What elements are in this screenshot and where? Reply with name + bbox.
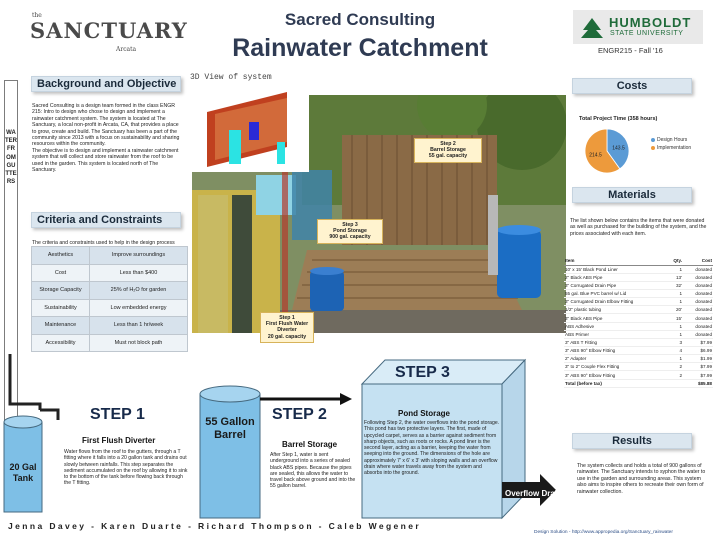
item-cell: 10' x 15' Black Pond Liner: [564, 265, 665, 273]
item-cell: 3" Black ABS Pipe: [564, 314, 665, 322]
cost-cell: $6.99: [683, 347, 713, 355]
overflow-drain-label: Overflow Drain: [505, 489, 562, 498]
qty-cell: 15': [665, 314, 683, 322]
criteria-heading: Criteria and Constraints: [31, 212, 181, 228]
total-qty: [665, 379, 683, 387]
criteria-value: Must not block path: [90, 334, 188, 352]
results-heading: Results: [572, 433, 692, 449]
item-cell: 2" Black ABS Pipe: [564, 273, 665, 281]
table-row: [32, 282, 188, 300]
step1-text: Water flows from the roof to the gutters, through a T fitting where it falls into a 20 gallon tank and drains out slowly between rainfalls. This step separates the sediment accumulated on the roof by allowing it to sink to the bottom of the tank before flowing back through the T fitting.: [64, 449, 188, 487]
humboldt-logo: [573, 10, 703, 44]
logo-main-text: SANCTUARY: [30, 18, 188, 43]
item-cell: 3" ABS 90° Elbow Fitting: [564, 347, 665, 355]
criteria-value: Less than 1 hr/week: [90, 317, 188, 335]
item-cell: 3" Corrugated Drain Pipe: [564, 281, 665, 289]
item-cell: 55 gal. Blue PVC barrel w/ Lid: [564, 290, 665, 298]
render-3d-art: [189, 72, 309, 172]
logo-sub-text: Arcata: [116, 46, 137, 53]
qty-cell: 1: [665, 290, 683, 298]
cost-cell: donated: [683, 330, 713, 338]
results-text: The system collects and holds a total of 900 gallons of rainwater. The Sanctuary intends to syphon the water to use in the garden and surrounding areas. This system also aims to inspire others to recreate their own form of rainwater collection.: [577, 463, 706, 495]
col-item-header: Item: [564, 257, 665, 265]
costs-heading: Costs: [572, 78, 692, 94]
arrow-step2-head: [340, 393, 352, 405]
legend-dot-implementation: [651, 146, 655, 150]
step1-title: STEP 1: [90, 406, 145, 423]
tree-icon: [579, 18, 605, 38]
criteria-name: Accessibility: [32, 334, 90, 352]
materials-table: [564, 257, 713, 388]
legend-label-implementation: Implementation: [657, 145, 692, 151]
tank-20-top: [4, 416, 42, 428]
costs-pie-chart: [582, 126, 632, 176]
legend-item-implementation: [651, 145, 691, 151]
item-cell: 3" ABS 90° Elbow Fitting: [564, 371, 665, 379]
university-name: HUMBOLDT: [609, 15, 692, 30]
materials-heading: Materials: [572, 187, 692, 203]
cost-cell: $7.99: [683, 363, 713, 371]
step1-subtitle: First Flush Diverter: [82, 436, 156, 445]
pie-label-1: 214.5: [589, 152, 602, 159]
table-row: [564, 314, 713, 322]
authors-line: Jenna Davey - Karen Duarte - Richard Thompson - Caleb Wegener: [8, 521, 422, 531]
criteria-name: Storage Capacity: [32, 282, 90, 300]
table-row: [564, 306, 713, 314]
table-row: [564, 347, 713, 355]
table-row: [564, 290, 713, 298]
criteria-name: Sustainability: [32, 299, 90, 317]
poster-subtitle: Sacred Consulting: [284, 10, 436, 29]
background-text: Sacred Consulting is a design team formed in the class ENGR 215: Intro to design who chose to design and implement a rainwater catchment system. The system is located at The Sanctuary, a local non-profit in Arcata, CA, that provides a place to grow, create and build. The Sanctuary has been a part of the community since 2013 with a focus on sustainability and sharing resources within the community. The objective is to design and implement a rainwater catchment system that will collect and store rainwater from the roof to be used in the garden. This system is located north of The Sanctuary.: [32, 103, 180, 174]
pie-label-0: 143.5: [612, 145, 625, 152]
item-cell: 3" to 2" Couple Flex Fitting: [564, 363, 665, 371]
legend-dot-design: [651, 138, 655, 142]
item-cell: 3" Corrugated Drain Elbow Fitting: [564, 298, 665, 306]
criteria-table: [31, 246, 188, 352]
table-row: [32, 247, 188, 265]
university-subname: STATE UNIVERSITY: [610, 30, 684, 37]
qty-cell: 1: [665, 298, 683, 306]
barrel-55-top: [200, 386, 260, 402]
poster-title: Rainwater Catchment: [232, 34, 488, 62]
cost-cell: $7.99: [683, 371, 713, 379]
table-row: [32, 264, 188, 282]
legend-label-design: Design Hours: [657, 137, 688, 143]
table-row: [564, 298, 713, 306]
costs-chart-title: Total Project Time (358 hours): [579, 116, 658, 122]
table-row: [564, 355, 713, 363]
design-solution-link[interactable]: Design Solution - http://www.appropedia.org/Sanctuary_rainwater: [534, 530, 673, 535]
legend-item-design: [651, 137, 687, 143]
cost-cell: donated: [683, 273, 713, 281]
qty-cell: 20': [665, 306, 683, 314]
cost-cell: donated: [683, 290, 713, 298]
table-row: [564, 371, 713, 379]
sidebar-label: WATER FROM GUTTERS: [5, 130, 17, 186]
col-qty-header: Qty.: [665, 257, 683, 265]
item-cell: ABS Adhesive: [564, 322, 665, 330]
gutter-pipe: [10, 354, 40, 410]
render-3d-label: 3D View of system: [190, 73, 272, 82]
qty-cell: 1: [665, 330, 683, 338]
cost-cell: $7.99: [683, 338, 713, 346]
step3-title: STEP 3: [395, 364, 450, 381]
qty-cell: 4: [665, 347, 683, 355]
qty-cell: 13': [665, 273, 683, 281]
total-label: Total (before tax): [564, 379, 665, 387]
cost-cell: donated: [683, 306, 713, 314]
callout-step3: Step 3 Pond Storage 900 gal. capacity: [317, 219, 383, 244]
course-label: ENGR215 - Fall '16: [598, 46, 663, 55]
table-row: [564, 281, 713, 289]
cost-cell: donated: [683, 314, 713, 322]
item-cell: ABS Primer: [564, 330, 665, 338]
step2-subtitle: Barrel Storage: [282, 440, 338, 449]
qty-cell: 2: [665, 371, 683, 379]
barrel-55-label: 55 Gallon Barrel: [205, 416, 255, 441]
qty-cell: 1: [665, 322, 683, 330]
tank-20-label: 20 Gal Tank: [9, 462, 37, 483]
step2-title: STEP 2: [272, 406, 327, 423]
qty-cell: 1: [665, 355, 683, 363]
item-cell: 2" Adapter: [564, 355, 665, 363]
table-row: [564, 322, 713, 330]
item-cell: 3" ABS T Fitting: [564, 338, 665, 346]
table-row: [32, 334, 188, 352]
table-row: [564, 265, 713, 273]
criteria-text: The criteria and constraints used to help in the design process: [32, 240, 175, 246]
qty-cell: 1: [665, 265, 683, 273]
sanctuary-logo: [30, 12, 188, 53]
total-cost: $85.88: [683, 379, 713, 387]
criteria-value: Low embedded energy: [90, 299, 188, 317]
cost-cell: donated: [683, 281, 713, 289]
step2-text: After Step 1, water is sent underground into a series of sealed black ABS pipes. Because the pipes are sealed, this allows the water to travel back above ground and into the 55 gallon barrel.: [270, 452, 356, 490]
criteria-value: Less than $400: [90, 264, 188, 282]
criteria-name: Cost: [32, 264, 90, 282]
barrel-55-shape: [200, 394, 260, 518]
qty-cell: 3: [665, 338, 683, 346]
qty-cell: 32': [665, 281, 683, 289]
tank-pipe: [40, 410, 58, 420]
criteria-name: Maintenance: [32, 317, 90, 335]
callout-step1: Step 1 First Flush Water Diverter 20 gal. capacity: [260, 312, 314, 343]
item-cell: 1/2" plastic tubing: [564, 306, 665, 314]
logo-small-text: the: [32, 12, 42, 19]
table-header-row: [564, 257, 713, 265]
cost-cell: $1.99: [683, 355, 713, 363]
cost-cell: donated: [683, 298, 713, 306]
criteria-name: Aesthetics: [32, 247, 90, 265]
step3-text: Following Step 2, the water overflows into the pond storage. This pond has two protective layers. The first, made of upcycled carpet, serves as a barrier against sediment from sharp objects, such as roots or rocks. A pond liner is the second layer, acting as a barrier, keeping the water from seeping into the ground. The dimensions of the hole are approximately 7' x 6' x 3' with sloping walls and an overflow drain where water travels away from the system and absorbs into the ground.: [364, 420, 500, 477]
table-row: [564, 338, 713, 346]
table-row: [564, 273, 713, 281]
table-row: [564, 330, 713, 338]
cost-cell: donated: [683, 322, 713, 330]
table-row: [32, 299, 188, 317]
table-total-row: [564, 379, 713, 387]
step3-subtitle: Pond Storage: [398, 409, 451, 418]
callout-step2: Step 2 Barrel Storage 55 gal. capacity: [414, 138, 482, 163]
cost-cell: donated: [683, 265, 713, 273]
materials-text: The list shown below contains the items that were donated as well as purchased for the building of the system, and the prices associated with each item.: [570, 218, 707, 237]
table-row: [32, 317, 188, 335]
background-heading: Background and Objective: [31, 76, 181, 92]
qty-cell: 2: [665, 363, 683, 371]
render-3d-view: [189, 72, 309, 172]
criteria-value: 25% of H₂O for garden: [90, 282, 188, 300]
col-cost-header: Cost: [683, 257, 713, 265]
criteria-value: Improve surroundings: [90, 247, 188, 265]
table-row: [564, 363, 713, 371]
